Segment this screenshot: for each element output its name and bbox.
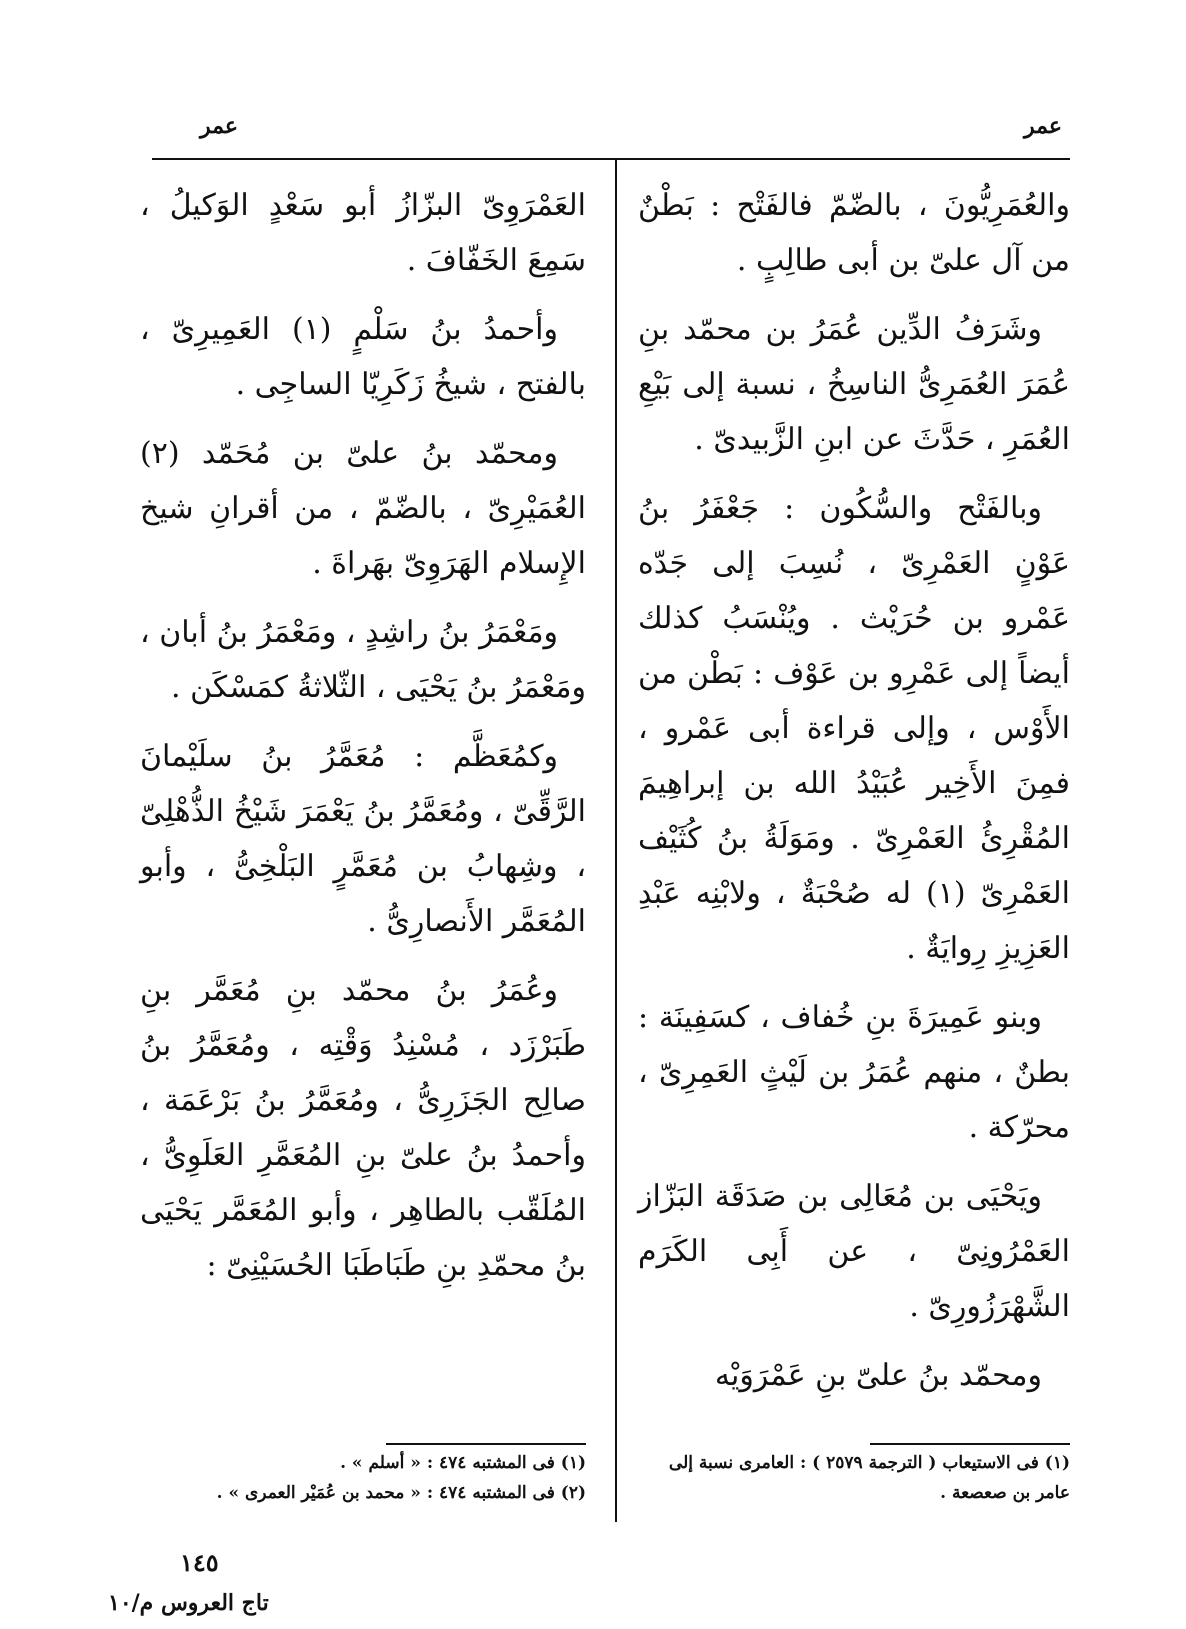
footnotes-right bbox=[640, 1448, 1070, 1508]
left-column bbox=[140, 178, 586, 1307]
footnote-rule-left bbox=[386, 1443, 586, 1445]
footnote: (١) فى المشتبه ٤٧٤ : « أسلم » . bbox=[340, 1453, 586, 1473]
paragraph: ومحمّد بنُ علىّ بن مُحَمّد (٢) العُمَيْرِىّ ، بالضّمّ ، من أقرانِ شيخ الإِسلام الهَرَوِىّ بهَراةَ . bbox=[140, 436, 586, 581]
footnote: (١) فى الاستيعاب ( الترجمة ٢٥٧٩ ) : العامرى نسبة إلى عامر بن صعصعة . bbox=[668, 1453, 1070, 1503]
paragraph: العَمْرَوِىّ البزّازُ أبو سَعْدٍ الوَكيلُ ، سَمِعَ الخَفّافَ . bbox=[140, 188, 586, 278]
footnote: (٢) فى المشتبه ٤٧٤ : « محمد بن عُمَيْر العمرى » . bbox=[216, 1483, 586, 1503]
running-header-right: عمر bbox=[1024, 113, 1062, 139]
paragraph: وأحمدُ بنُ سَلْمٍ (١) العَمِيرِىّ ، بالفتح ، شيخُ زَكَرِيّا الساجِى . bbox=[140, 312, 586, 402]
header-rule bbox=[152, 158, 1070, 160]
right-column bbox=[638, 178, 1070, 1417]
footnotes-left bbox=[150, 1448, 586, 1508]
page-number: ١٤٥ bbox=[180, 1548, 219, 1577]
paragraph: وبالفَتْح والسُّكُون : جَعْفَرُ بنُ عَوْنٍ العَمْرِىّ ، نُسِبَ إلى جَدّه عَمْرو بن حُرَيْث . ويُنْسَبُ كذلك أيضاً إلى عَمْرِو بن عَوْف : بَطْن من الأَوْس ، وإلى قراءة أبى عَمْرو ، فمِنَ الأَخِير عُبَيْدُ الله بن إبراهِيمَ المُقْرِئُ العَمْرِىّ . ومَوَلَةُ بنُ كُثَيْف العَمْرِىّ (١) له صُحْبَةٌ ، ولابْنِه عَبْدِ العَزِيزِ رِوايَةٌ . bbox=[638, 491, 1070, 966]
paragraph: وشَرَفُ الدِّين عُمَرُ بن محمّد بنِ عُمَرَ العُمَرِىُّ الناسِخُ ، نسبة إلى بَيْعِ العُمَرِ ، حَدَّثَ عن ابنِ الزَّبيدىّ . bbox=[638, 312, 1070, 457]
paragraph: ومَعْمَرُ بنُ راشِدٍ ، ومَعْمَرُ بنُ أبان ، ومَعْمَرُ بنُ يَحْيَى ، الثّلاثةُ كمَسْكَن . bbox=[140, 615, 586, 705]
footnote-rule-right bbox=[870, 1443, 1070, 1445]
printer-signature: تاج العروس م/١٠ bbox=[108, 1590, 269, 1616]
paragraph: وعُمَرُ بنُ محمّد بنِ مُعَمَّر بنِ طَبَرْزَد ، مُسْنِدُ وَقْتِه ، ومُعَمَّرُ بنُ صالِح الجَزَرِىُّ ، ومُعَمَّرُ بنُ بَرْعَمَة ، وأحمدُ بنُ علىّ بنِ المُعَمَّرِ العَلَوِىُّ ، المُلَقّب بالطاهِر ، وأبو المُعَمَّر يَحْيَى بنُ محمّدِ بنِ طَبَاطَبَا الحُسَيْنِىّ : bbox=[140, 973, 586, 1283]
paragraph: وكمُعَظَّم : مُعَمَّرُ بنُ سلَيْمانَ الرَّقِّىّ ، ومُعَمَّرُ بنُ يَعْمَرَ شَيْخُ الذُّهْلِىّ ، وشِهابُ بن مُعَمَّرٍ البَلْخِىُّ ، وأبو المُعَمَّر الأَنصارِىُّ . bbox=[140, 739, 586, 939]
paragraph: وبنو عَمِيرَةَ بنِ خُفاف ، كسَفِينَة : بطنٌ ، منهم عُمَرُ بن لَيْثٍ العَمِرِىّ ، محرّكة . bbox=[638, 1000, 1070, 1145]
paragraph: ومحمّد بنُ علىّ بنِ عَمْرَوَيْه bbox=[714, 1358, 1042, 1393]
paragraph: والعُمَرِيُّونَ ، بالضّمّ فالفَتْح : بَطْنٌ من آل علىّ بن أبى طالِبٍ . bbox=[638, 188, 1070, 278]
column-divider bbox=[615, 160, 617, 1522]
paragraph: ويَحْيَى بن مُعَالِى بن صَدَقَة البَزّاز العَمْرُونِىّ ، عن أَبِى الكَرَم الشَّهْرَزُورِىّ . bbox=[638, 1179, 1070, 1324]
running-header-left: عمر bbox=[200, 113, 238, 139]
